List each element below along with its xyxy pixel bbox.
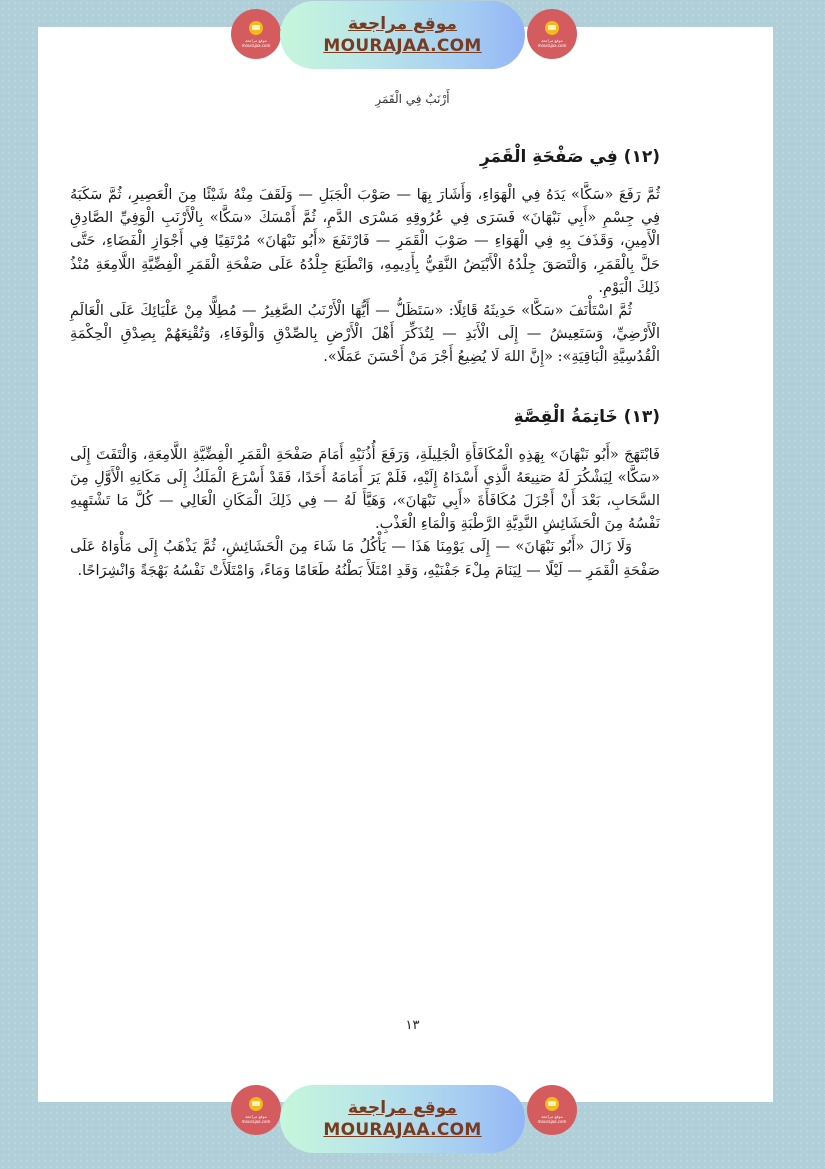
site-link-banner[interactable] bbox=[280, 1085, 525, 1153]
badge-text-en: mourajaa.com bbox=[537, 1118, 567, 1124]
site-badge-left[interactable] bbox=[231, 9, 281, 59]
site-badge-right[interactable] bbox=[527, 9, 577, 59]
paragraph: وَلَا زَالَ «أَبُو نَبْهَانَ» — إِلَى يَوْمِنَا هَذَا — يَأْكُلُ مَا شَاءَ مِنَ الْحَشَائِشِ، ثُمَّ يَذْهَبُ إِلَى مَأْوَاهُ عَلَى صَفْحَةِ الْقَمَرِ — لَيْلًا — لِيَنَامَ مِلْءَ جَفْنَيْهِ، وَقَدِ امْتَلَأَ بَطْنُهُ طَعَامًا وَمَاءً، وَامْتَلَأَتْ نَفْسُهُ بَهْجَةً وَانْشِرَاحًا. bbox=[70, 539, 660, 579]
paragraph: ثُمَّ اسْتَأْنَفَ «سَكَّا» حَدِيثَهُ قَائِلًا: «سَتَظَلُّ — أَيُّهَا الْأَرْنَبُ الصَّغِيرُ — مُطِلًّا مِنْ عَلْيَائِكَ عَلَى الْعَالَمِ الْأَرْضِيِّ، وَسَتَعِيشُ — إِلَى الْأَبَدِ — لِتُذَكِّرَ أَهْلَ الْأَرْضِ بِالصِّدْقِ وَالْوَفَاءِ، وَتُقْنِعَهُمْ بِصِدْقِ الْحِكْمَةِ الْقُدُسِيَّةِ الْبَاقِيَةِ»: «إِنَّ اللهَ لَا يُضِيعُ أَجْرَ مَنْ أَحْسَنَ عَمَلًا». bbox=[70, 303, 660, 366]
site-title-en[interactable]: MOURAJAA.COM bbox=[323, 1120, 482, 1140]
paragraph: ثُمَّ رَفَعَ «سَكَّا» يَدَهُ فِي الْهَوَاءِ، وَأَشَارَ بِهَا — صَوْبَ الْجَبَلِ — وَلَقَفَ مِنْهُ شَيْئًا مِنَ الْعَصِيرِ، ثُمَّ سَكَبَهُ فِي جِسْمِ «أَبِي نَبْهَانَ» فَسَرَى فِي عُرُوقِهِ مَسْرَى الدَّمِ، ثُمَّ أَمْسَكَ «سَكَّا» بِالْأَرْنَبِ الْوَفِيِّ الصَّادِقِ الْأَمِينِ، وَقَذَفَ بِهِ فِي الْهَوَاءِ — صَوْبَ الْقَمَرِ — فَارْتَفَعَ «أَبُو نَبْهَانَ» مُرْتَقِيًا فِي أَجْوَازِ الْفَضَاءِ، حَتَّى حَلَّ بِالْقَمَرِ، وَالْتَصَقَ جِلْدُهُ الْأَبْيَضُ النَّقِيُّ بِأَدِيمِهِ، وَانْطَبَعَ جِلْدُهُ عَلَى صَفْحَةِ الْقَمَرِ الْفِضِّيَّةِ اللَّامِعَةِ مُنْذُ ذَلِكَ الْيَوْمِ. bbox=[70, 187, 660, 296]
running-title: أَرْنَبٌ فِي الْقَمَرِ bbox=[375, 92, 450, 106]
site-link-banner[interactable] bbox=[280, 1, 525, 69]
badge-text-en: mourajaa.com bbox=[537, 42, 567, 48]
badge-text-ar: موقع مراجعة bbox=[245, 37, 267, 43]
badge-text-ar: موقع مراجعة bbox=[245, 1113, 267, 1119]
book-logo-icon bbox=[545, 1097, 559, 1111]
book-logo-icon bbox=[249, 1097, 263, 1111]
page-number: ١٣ bbox=[405, 1018, 420, 1033]
badge-text-ar: موقع مراجعة bbox=[541, 1113, 563, 1119]
site-title-ar[interactable]: موقع مراجعة bbox=[348, 1098, 457, 1118]
book-logo-icon bbox=[249, 21, 263, 35]
site-badge-left[interactable] bbox=[231, 1085, 281, 1135]
badge-text-ar: موقع مراجعة bbox=[541, 37, 563, 43]
site-title-en[interactable]: MOURAJAA.COM bbox=[323, 36, 482, 56]
badge-text-en: mourajaa.com bbox=[241, 42, 271, 48]
badge-text-en: mourajaa.com bbox=[241, 1118, 271, 1124]
paragraph: فَابْتَهَجَ «أَبُو نَبْهَانَ» بِهَذِهِ الْمُكَافَأَةِ الْجَلِيلَةِ، وَرَفَعَ أُذُنَيْهِ أَمَامَ صَفْحَةِ الْقَمَرِ الْفِضِّيَّةِ اللَّامِعَةِ، وَالْتَفَتَ إِلَى «سَكَّا» لِيَشْكُرَ لَهُ صَنِيعَهُ الَّذِي أَسْدَاهُ إِلَيْهِ، فَلَمْ يَرَ أَمَامَهُ أَحَدًا، فَقَدْ أَسْرَعَ الْمَلَكُ إِلَى مَكَانِهِ الْأَوَّلِ مِنَ السَّحَابِ، بَعْدَ أَنْ أَجْزَلَ مُكَافَأَةَ «أَبِي نَبْهَانَ»، وَهَيَّأَ لَهُ — فِي ذَلِكَ الْمَكَانِ الْعَالِي — كُلَّ مَا تَشْتَهِيهِ نَفْسُهُ مِنَ الْحَشَائِشِ النَّدِيَّةِ الرَّطْبَةِ وَالْمَاءِ الْعَذْبِ. bbox=[70, 446, 660, 533]
site-title-ar[interactable]: موقع مراجعة bbox=[348, 14, 457, 34]
site-badge-right[interactable] bbox=[527, 1085, 577, 1135]
book-logo-icon bbox=[545, 21, 559, 35]
top-banner bbox=[0, 0, 825, 75]
section-title: (١٣) خَاتِمَةُ الْقِصَّةِ bbox=[513, 406, 660, 427]
section-title: (١٢) فِي صَفْحَةِ الْقَمَرِ bbox=[479, 147, 660, 167]
page-content bbox=[70, 140, 660, 583]
bottom-banner bbox=[0, 1083, 825, 1158]
